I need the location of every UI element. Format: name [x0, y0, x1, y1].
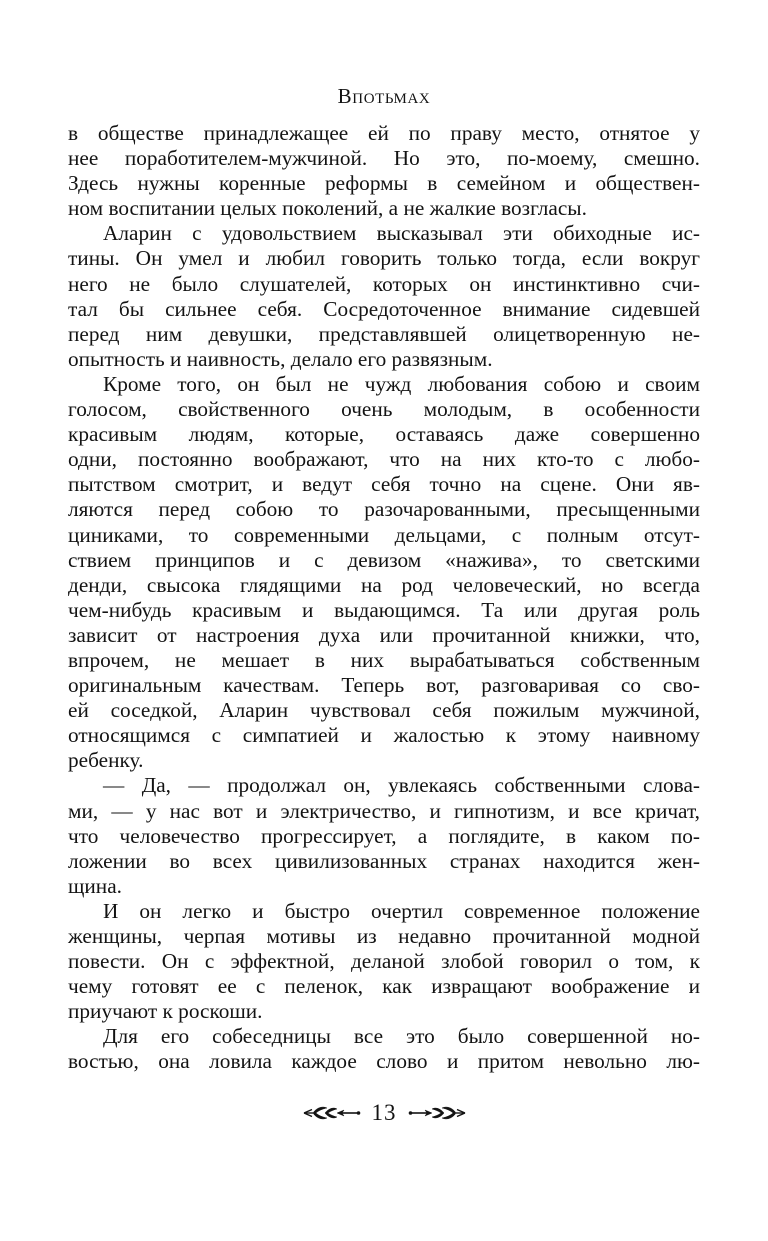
text-line: пытством смотрит, и ведут себя точно на сцене. Они яв- — [68, 472, 700, 497]
page-footer — [0, 1100, 768, 1126]
text-line: Кроме того, он был не чужд любования собою и своим — [103, 371, 700, 396]
text-line: женщины, черпая мотивы из недавно прочитанной модной — [68, 924, 700, 948]
text-line: Здесь нужны коренные реформы в семейном и обществен- — [68, 171, 700, 196]
text-line: щина. — [68, 873, 122, 898]
text-line: ложении во всех цивилизованных странах находится жен- — [68, 848, 700, 873]
vine-arrow-ornament-icon — [408, 1104, 466, 1122]
text-line: него не было слушателей, которых он инстинктивно счи- — [68, 271, 700, 296]
text-line: циниками, то современными дельцами, с полным отсут- — [68, 522, 700, 547]
text-line: оригинальным качествам. Теперь вот, разговаривая со сво- — [68, 673, 700, 698]
vine-arrow-ornament-icon — [303, 1104, 361, 1122]
text-line: приучают к роскоши. — [68, 999, 263, 1024]
text-line: ми, — у нас вот и электричество, и гипнотизм, и все кричат, — [68, 798, 700, 823]
text-line: чему готовят ее с пеленок, как извращают воображение и — [68, 974, 700, 999]
text-line: И он легко и быстро очертил современное положение — [103, 898, 700, 923]
text-block — [68, 121, 700, 1075]
text-line: что человечество прогрессирует, а поглядите, в каком по- — [68, 823, 700, 848]
text-line: ствием принципов и с девизом «нажива», то светскими — [68, 547, 700, 572]
text-line: опытность и наивность, делало его развязным. — [68, 346, 493, 371]
text-line: красивым людям, которые, оставаясь даже совершенно — [68, 422, 700, 447]
text-line: тины. Он умел и любил говорить только тогда, если вокруг — [68, 246, 700, 271]
text-line: относящимся с симпатией и жалостью к этому наивному — [68, 723, 700, 748]
page-number: 13 — [371, 1100, 397, 1125]
text-line: тал бы сильнее себя. Сосредоточенное внимание сидевшей — [68, 296, 700, 321]
text-line: ляются перед собою то разочарованными, пресыщенными — [68, 497, 700, 522]
text-line: Аларин с удовольствием высказывал эти обиходные ис- — [103, 221, 700, 246]
text-line: нее поработителем-мужчиной. Но это, по-моему, смешно. — [68, 146, 700, 171]
text-line: перед ним девушки, представлявшей олицетворенную не- — [68, 321, 700, 346]
text-line: в обществе принадлежащее ей по праву место, отнятое у — [68, 121, 700, 145]
text-line: ном воспитании целых поколений, а не жалкие возгласы. — [68, 196, 587, 221]
text-line: зависит от настроения духа или прочитанной книжки, что, — [68, 622, 700, 647]
running-title: Впотьмах — [337, 84, 431, 108]
text-line: Для его собеседницы все это было совершенной но- — [103, 1024, 700, 1049]
text-line: востью, она ловила каждое слово и притом невольно лю- — [68, 1049, 700, 1074]
text-line: чем-нибудь красивым и выдающимся. Та или другая роль — [68, 597, 700, 622]
text-line: одни, постоянно воображают, что на них кто-то с любо- — [68, 447, 700, 472]
text-line: ей соседкой, Аларин чувствовал себя пожилым мужчиной, — [68, 698, 700, 723]
text-line: повести. Он с эффектной, деланой злобой говорил о том, к — [68, 949, 700, 974]
text-line: ребенку. — [68, 748, 144, 773]
text-line: — Да, — продолжал он, увлекаясь собственными слова- — [103, 773, 700, 798]
text-line: голосом, свойственного очень молодым, в особенности — [68, 397, 700, 422]
text-line: денди, свысока глядящими на род человеческий, но всегда — [68, 572, 700, 597]
text-line: впрочем, не мешает в них вырабатываться собственным — [68, 647, 700, 672]
